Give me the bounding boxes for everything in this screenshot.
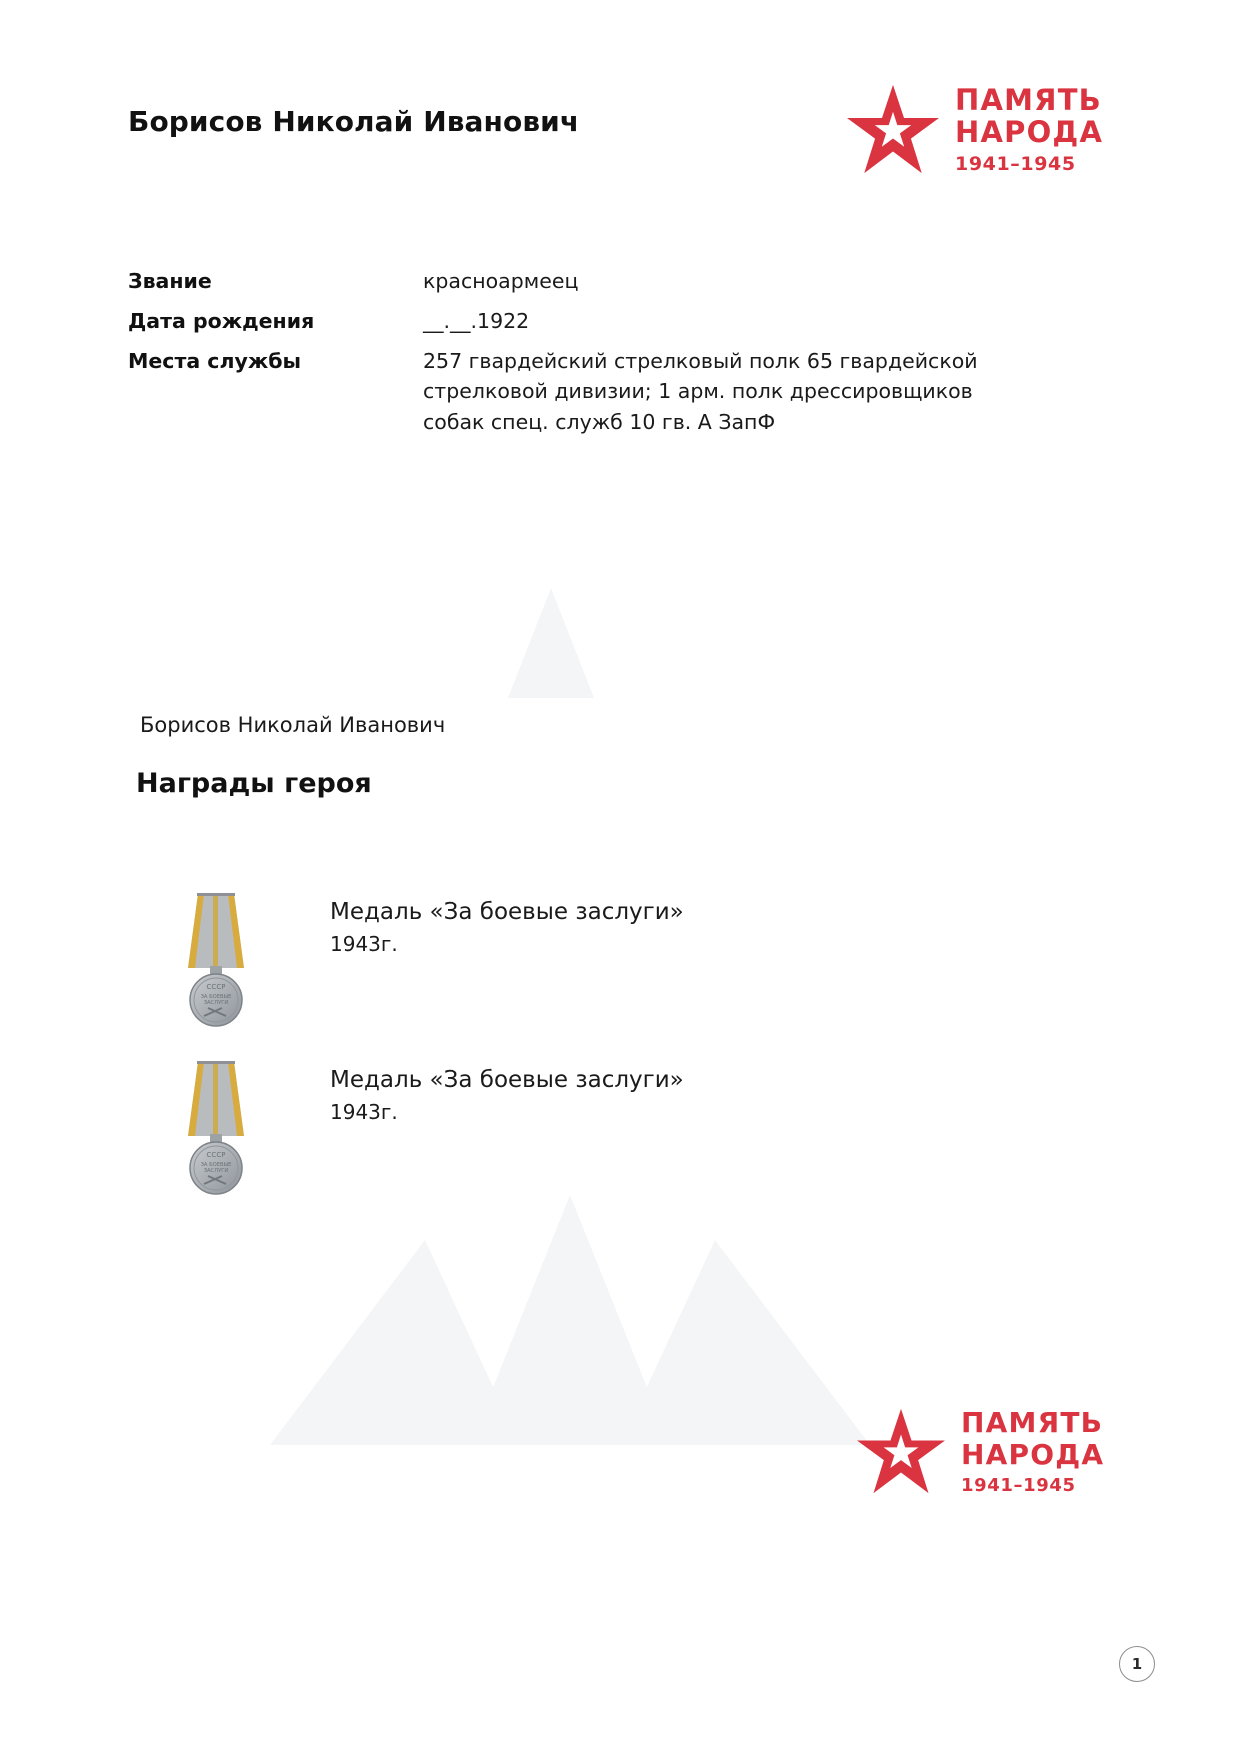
document-header bbox=[0, 0, 1241, 210]
svg-text:ЗА БОЕВЫЕ: ЗА БОЕВЫЕ bbox=[200, 994, 232, 1000]
info-value-line: __.__.1922 bbox=[423, 308, 530, 333]
info-value-rank bbox=[423, 266, 1028, 297]
awards-heading: Награды героя bbox=[136, 768, 372, 799]
award-name: Медаль «За боевые заслуги» bbox=[330, 1067, 684, 1093]
brand-logo-secondary bbox=[855, 1407, 1104, 1495]
info-row-birthdate bbox=[128, 306, 1028, 337]
awards-person-name: Борисов Николай Иванович bbox=[140, 713, 446, 737]
award-year: 1943г. bbox=[330, 931, 398, 956]
info-value-birthdate bbox=[423, 306, 1028, 337]
info-value-line: стрелковой дивизии; 1 арм. полк дрессировщиков bbox=[423, 379, 973, 404]
brand-years: 1941–1945 bbox=[955, 153, 1076, 176]
info-row-service-places bbox=[128, 346, 1028, 438]
brand-name-line2: НАРОДА bbox=[955, 115, 1104, 149]
red-star-icon bbox=[855, 1407, 947, 1495]
info-value-service-places bbox=[423, 346, 1028, 438]
award-item bbox=[0, 890, 1241, 1058]
brand-name-line1: ПАМЯТЬ bbox=[955, 82, 1102, 117]
svg-text:СССР: СССР bbox=[206, 1151, 226, 1159]
award-item bbox=[0, 1058, 1241, 1226]
info-value-line: собак спец. служб 10 гв. А ЗапФ bbox=[423, 410, 776, 434]
info-label-birthdate: Дата рождения bbox=[128, 308, 315, 333]
svg-text:ЗАСЛУГИ: ЗАСЛУГИ bbox=[203, 1000, 229, 1006]
medal-za-boevye-zaslugi-icon bbox=[178, 890, 254, 1030]
svg-text:ЗА БОЕВЫЕ: ЗА БОЕВЫЕ bbox=[200, 1162, 232, 1168]
medal-za-boevye-zaslugi-icon bbox=[178, 1058, 254, 1198]
svg-text:ЗАСЛУГИ: ЗАСЛУГИ bbox=[203, 1168, 229, 1174]
svg-text:СССР: СССР bbox=[206, 983, 226, 991]
award-name: Медаль «За боевые заслуги» bbox=[330, 899, 684, 925]
info-value-line: красноармеец bbox=[423, 269, 579, 293]
brand-logo-top bbox=[845, 83, 1103, 175]
info-row-rank bbox=[128, 266, 1028, 297]
red-star-icon bbox=[845, 83, 941, 175]
awards-list bbox=[0, 890, 1241, 1226]
person-info-table bbox=[128, 266, 1028, 447]
award-year: 1943г. bbox=[330, 1099, 398, 1124]
info-label-rank: Звание bbox=[128, 269, 212, 293]
brand-text bbox=[961, 1407, 1104, 1495]
info-label-service-places: Места службы bbox=[128, 348, 302, 373]
brand-years: 1941–1945 bbox=[961, 1474, 1076, 1496]
award-text bbox=[330, 1066, 684, 1124]
brand-text bbox=[955, 84, 1103, 175]
page-title: Борисов Николай Иванович bbox=[128, 105, 580, 138]
award-text bbox=[330, 898, 684, 956]
brand-name-line1: ПАМЯТЬ bbox=[961, 1406, 1104, 1440]
info-value-line: 257 гвардейский стрелковый полк 65 гвардейской bbox=[423, 348, 978, 373]
brand-name-line2: НАРОДА bbox=[961, 1437, 1105, 1471]
page-number-badge: 1 bbox=[1119, 1646, 1155, 1682]
